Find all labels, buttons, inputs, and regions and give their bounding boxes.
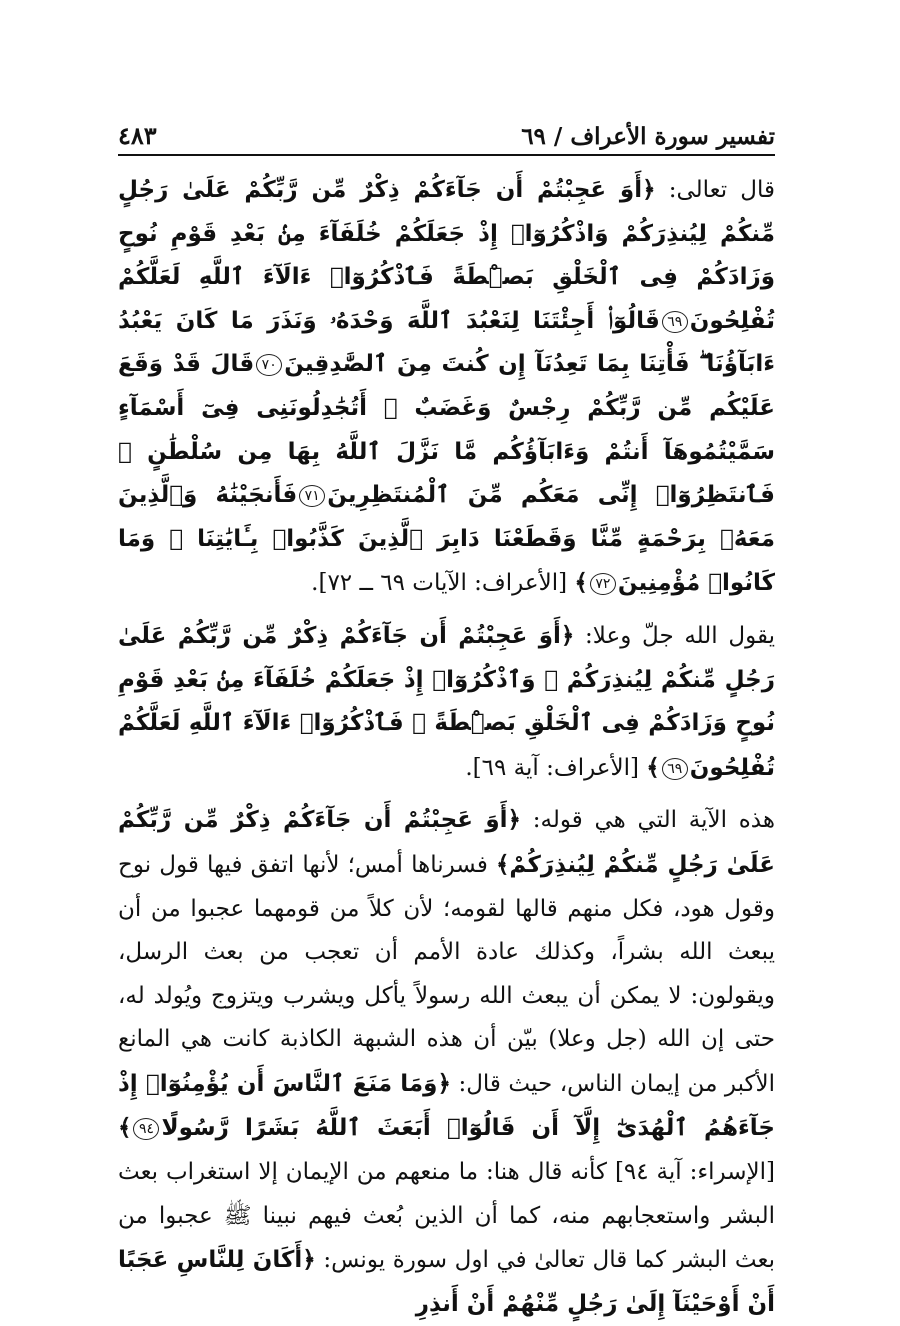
verse-reference: [الإسراء: آية ٩٤]: [614, 1159, 775, 1186]
quran-verse: أَوَ عَجِبْتُمْ أَن جَآءَكُمْ ذِكْرٌ مِّن رَّبِّكُمْ عَلَىٰ رَجُلٍ مِّنكُمْ لِيُنذِرَكُمْ: [118, 807, 775, 878]
quran-verse: أَوَ عَجِبْتُمْ أَن جَآءَكُمْ ذِكْرٌ مِّن رَّبِّكُمْ عَلَىٰ رَجُلٍ مِّنكُمْ لِيُنذِرَكُمْ وَاذْكُرُوٓا۟ إِذْ جَعَلَكُمْ خُلَفَآءَ مِنۢ بَعْدِ قَوْمِ نُوحٍ وَزَادَكُمْ فِى ٱلْخَلْقِ بَصْۜطَةً فَٱذْكُرُوٓا۟ ءَالَآءَ ٱللَّهِ لَعَلَّكُمْ تُفْلِحُونَ: [118, 177, 775, 334]
ayah-number-marker: ٦٩: [662, 311, 688, 333]
ayah-number-marker: ٩٤: [133, 1118, 159, 1140]
paragraph-verse-69: [118, 614, 775, 790]
quran-verse: قَالُوٓا۟ أَجِئْتَنَا لِنَعْبُدَ ٱللَّهَ وَحْدَهُۥ وَنَذَرَ مَا كَانَ يَعْبُدُ ءَابَآؤُنَا ۖ فَأْتِنَا بِمَا تَعِدُنَآ إِن كُنتَ مِنَ ٱلصَّٰدِقِينَ: [118, 307, 775, 378]
running-title: تفسير سورة الأعراف / ٦٩: [521, 123, 775, 150]
commentary-text: كأنه قال هنا: ما منعهم من الإيمان إلا استغراب بعث البشر واستعجابهم منه، كما أن الذين بُعث فيهم نبينا ﷺ عجبوا من بعث البشر كما قال تعالىٰ في اول سورة يونس:: [118, 1159, 775, 1274]
ayah-number-marker: ٧٠: [256, 354, 282, 376]
paragraph-verses-69-72: [118, 168, 775, 606]
ornate-bracket-open: ﴿: [642, 176, 656, 203]
commentary-text: فسرناها أمس؛ لأنها اتفق فيها قول نوح وقول هود، فكل منهم قالها لقومه؛ لأن كلاً من قومهما عجبوا من أن يبعث الله بشراً، وكذلك عادة الأمم أن تعجب من بعث الرسل، ويقولون: لا يمكن أن يبعث الله رسولاً يأكل ويشرب ويتزوج ويُولد له، حتى إن الله (جل وعلا) بيّن أن هذه الشبهة الكاذبة كانت هي المانع الأكبر من إيمان الناس، حيث قال:: [118, 851, 775, 1097]
ornate-bracket-open: ﴿: [560, 621, 575, 649]
page-number: ٤٨٣: [118, 121, 157, 150]
quran-verse: فَأَنجَيْنَٰهُ وَٱلَّذِينَ مَعَهُۥ بِرَحْمَةٍ مِّنَّا وَقَطَعْنَا دَابِرَ ٱلَّذِينَ كَذَّبُوا۟ بِـَٔايَٰتِنَا ۖ وَمَا كَانُوا۟ مُؤْمِنِينَ: [118, 482, 775, 597]
paragraph-commentary: [118, 798, 775, 1326]
header-rule: [118, 154, 775, 156]
verse-reference: [الأعراف: آية ٦٩].: [465, 754, 647, 781]
ayah-number-marker: ٦٩: [662, 758, 688, 780]
page-header: [118, 110, 775, 150]
quran-verse: أَوَ عَجِبْتُمْ أَن جَآءَكُمْ ذِكْرٌ مِّن رَّبِّكُمْ عَلَىٰ رَجُلٍ مِّنكُمْ لِيُنذِرَكُمْ ۚ وَٱذْكُرُوٓا۟ إِذْ جَعَلَكُمْ خُلَفَآءَ مِنۢ بَعْدِ قَوْمِ نُوحٍ وَزَادَكُمْ فِى ٱلْخَلْقِ بَصْۜطَةً ۖ فَٱذْكُرُوٓا۟ ءَالَآءَ ٱللَّهِ لَعَلَّكُمْ تُفْلِحُونَ: [118, 622, 775, 781]
intro-text: قال تعالى:: [655, 177, 775, 203]
page-body: [118, 168, 775, 1326]
quran-verse: أَكَانَ لِلنَّاسِ عَجَبًا أَنْ أَوْحَيْنَآ إِلَىٰ رَجُلٍ مِّنْهُمْ أَنْ أَنذِرِ: [118, 1247, 775, 1317]
ornate-bracket-close: ﴾: [574, 569, 588, 597]
ornate-bracket-close: ﴾: [495, 850, 510, 878]
verse-reference: [الأعراف: الآيات ٦٩ ــ ٧٢].: [311, 570, 575, 597]
quran-verse: وَمَا مَنَعَ ٱلنَّاسَ أَن يُؤْمِنُوٓا۟ إِذْ جَآءَهُمُ ٱلْهُدَىٰٓ إِلَّآ أَن قَالُوٓا۟ أَبَعَثَ ٱللَّهُ بَشَرًا رَّسُولًا: [118, 1070, 775, 1142]
ornate-bracket-open: ﴿: [507, 806, 522, 834]
quran-verse: قَالَ قَدْ وَقَعَ عَلَيْكُم مِّن رَّبِّكُمْ رِجْسٌ وَغَضَبٌ ۖ أَتُجَٰدِلُونَنِى فِىٓ أَسْمَآءٍ سَمَّيْتُمُوهَآ أَنتُمْ وَءَابَآؤُكُم مَّا نَزَّلَ ٱللَّهُ بِهَا مِن سُلْطَٰنٍ ۚ فَٱنتَظِرُوٓا۟ إِنِّى مَعَكُم مِّنَ ٱلْمُنتَظِرِينَ: [118, 351, 775, 509]
ornate-bracket-close: ﴾: [118, 1114, 132, 1142]
ornate-bracket-open: ﴿: [437, 1069, 451, 1097]
ayah-number-marker: ٧١: [299, 485, 325, 507]
ornate-bracket-close: ﴾: [646, 753, 660, 781]
intro-text: يقول الله جلّ وعلا:: [574, 622, 776, 649]
intro-text: هذه الآية التي هي قوله:: [521, 807, 775, 834]
ornate-bracket-open: ﴿: [302, 1246, 316, 1274]
ayah-number-marker: ٧٢: [590, 573, 616, 595]
